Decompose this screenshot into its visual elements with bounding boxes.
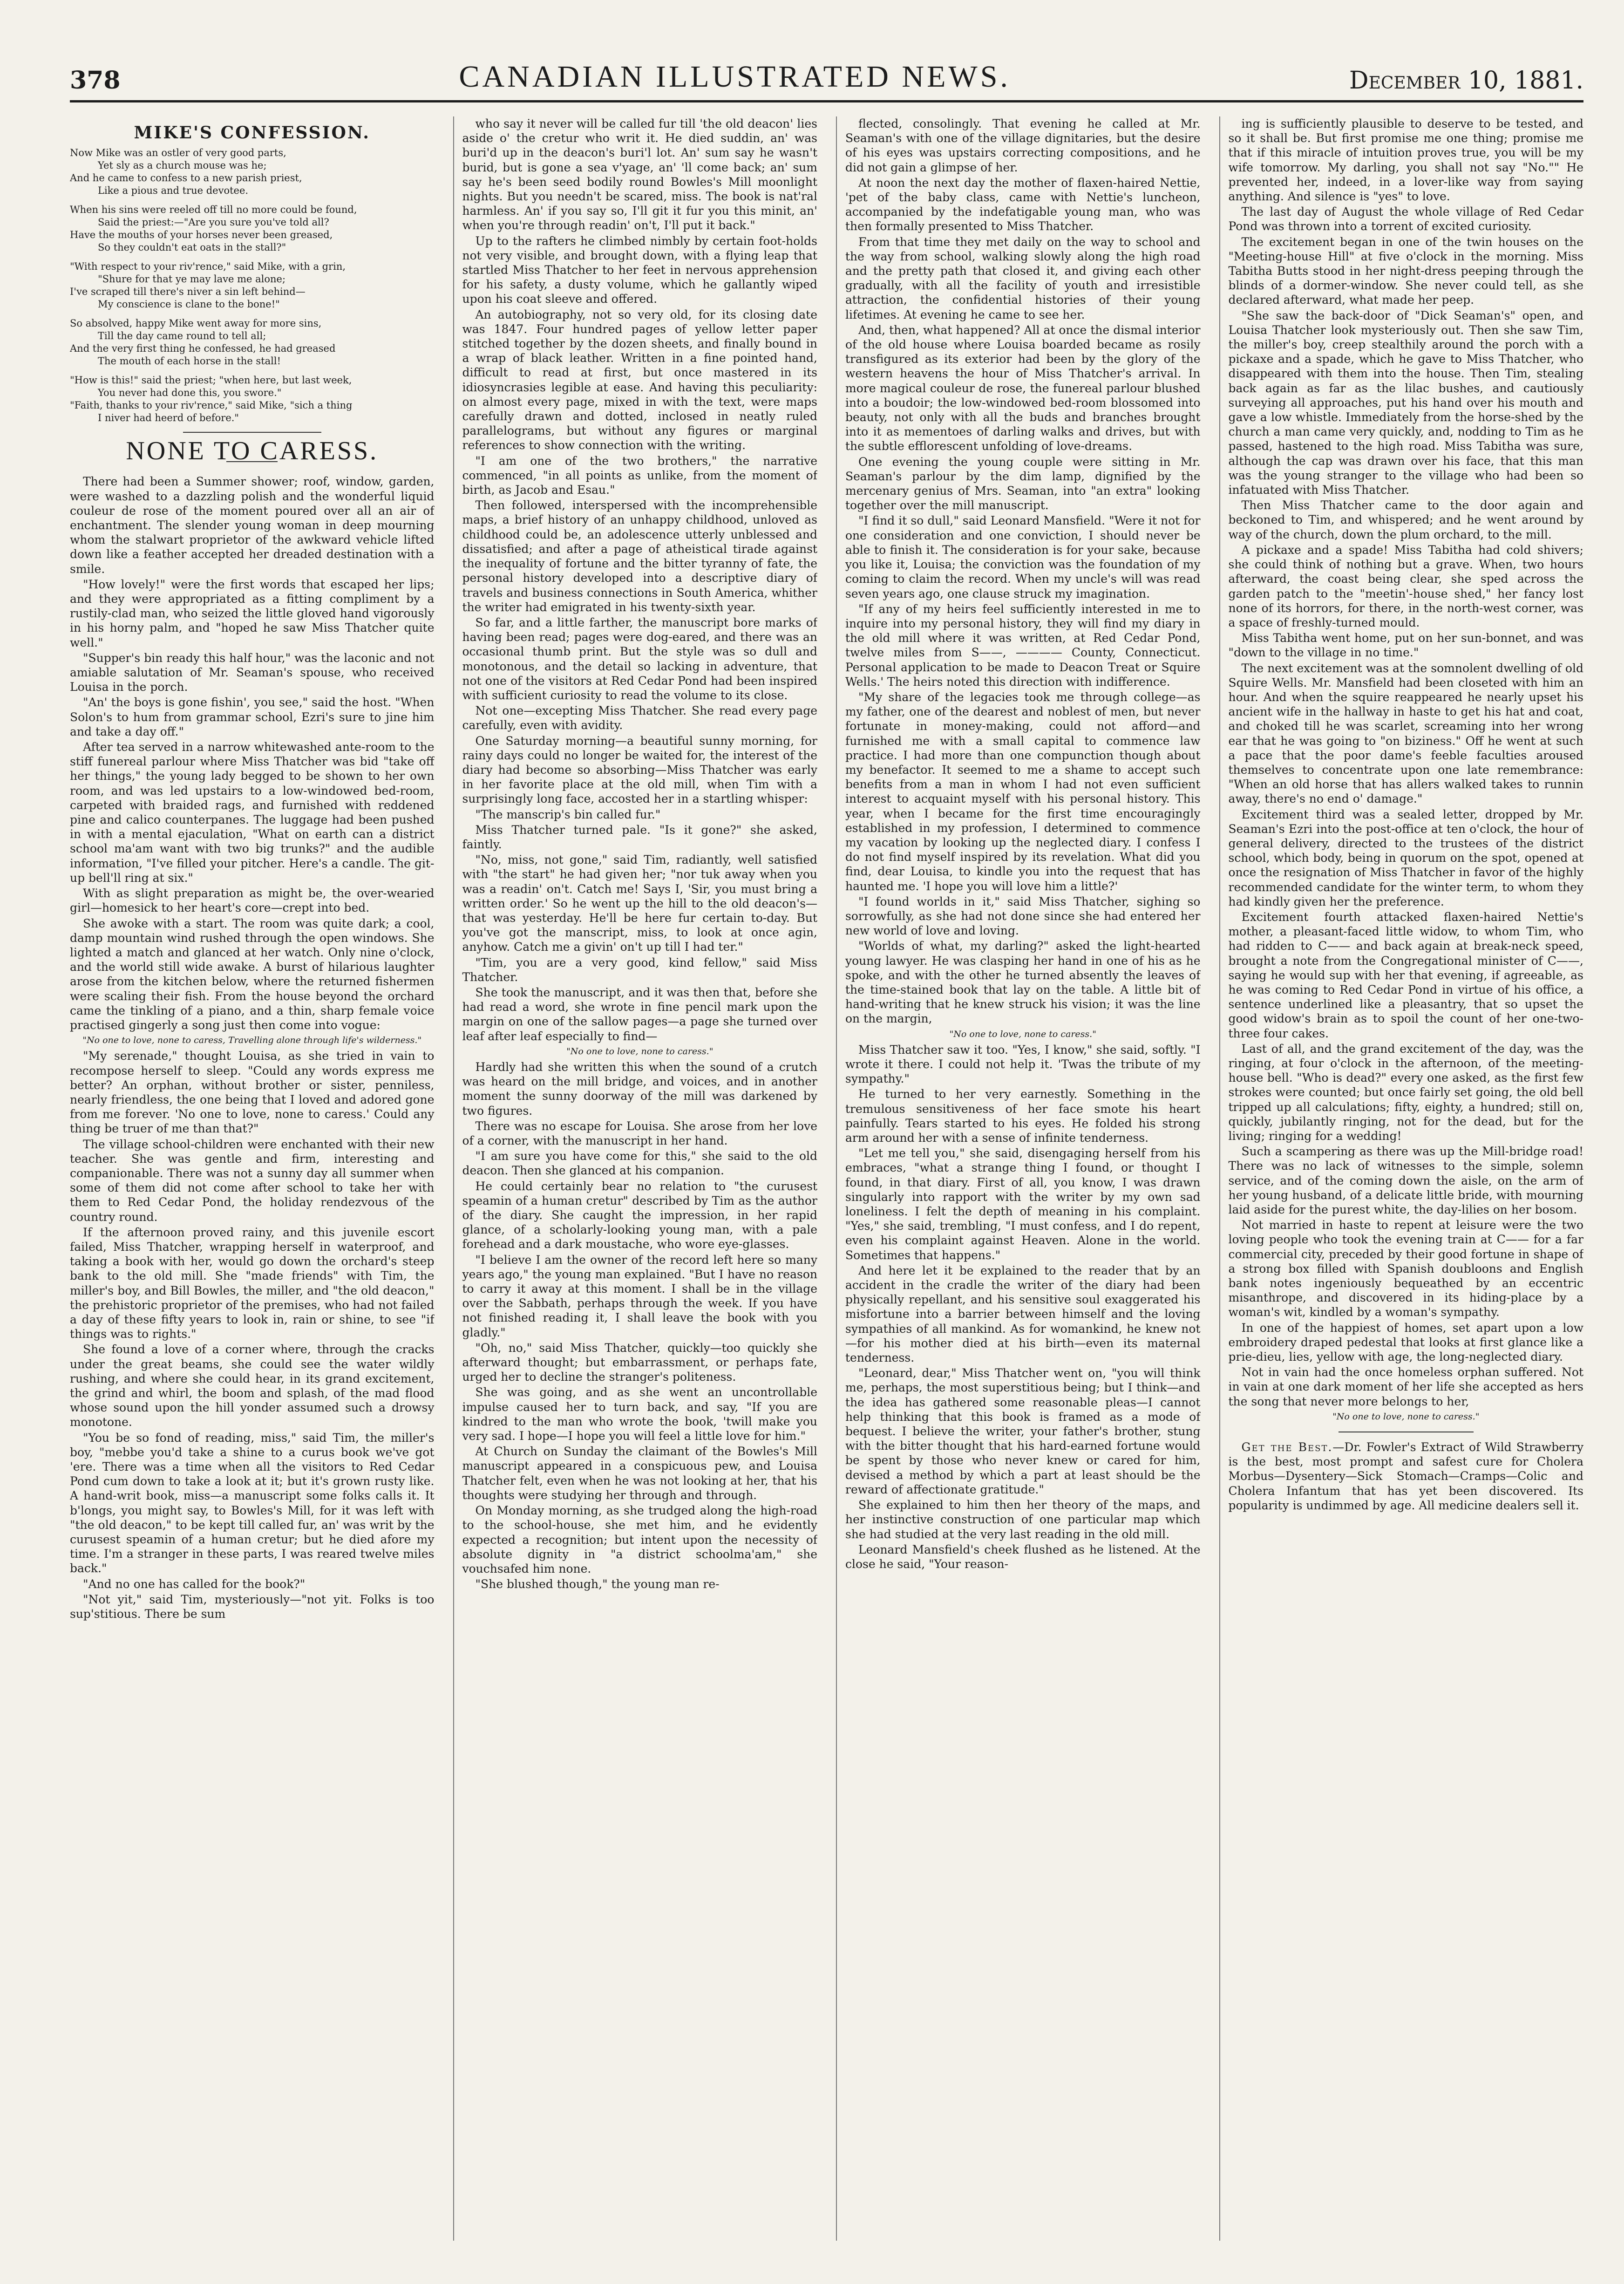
refrain-quote: "No one to love, none to caress." (949, 1029, 1096, 1039)
story-paragraph: "Leonard, dear," Miss Thatcher went on, "you will think me, perhaps, the most superstitious being; but I think—and the idea has gathered some reasonable pleas—I cannot help thinking that this book is framed as a mode of bequest. I believe the writer, your father's brother, stung with the bitter thought that his hard-earned fortune would be spent by those who never knew or cared for him, devised a method by which a part at least should be the reward of affectionate gratitude." (845, 1366, 1201, 1496)
refrain-quote: "No one to love, none to caress." (1332, 1411, 1480, 1422)
story-paragraph: "No, miss, not gone," said Tim, radiantly, well satisfied with "the start" he had given her; "nor tuk away when you was a readin' on't. Catch me! Says I, 'Sir, you must bring a written order.' So he went up the hill to the old deacon's—that was yesterday. He'll be here fur certain to-day. But you've got the manscript, miss, to look at once agin, anyhow. Catch me a givin' on't up till I had ter." (462, 853, 817, 954)
poem-title: MIKE'S CONFESSION. (134, 123, 370, 143)
story-paragraph: Not one—excepting Miss Thatcher. She read every page carefully, even with avidity. (462, 704, 817, 732)
story-paragraph: An autobiography, not so very old, for its closing date was 1847. Four hundred pages of yellow letter paper stitched together by the dozen sheets, and finally bound in a wrap of black leather. Written in a fine pointed hand, difficult to read at first, but once mastered in its idiosyncrasies legible at ease. And having this peculiarity: on almost every page, mixed in with the text, were maps carefully drawn and dotted, inclosed in neatly ruled parallelograms, but without any figures or marginal references to show connection with the writing. (462, 307, 817, 452)
poem-stanza (70, 374, 435, 424)
poem-line: My conscience is clane to the bone!" (98, 299, 280, 310)
story-paragraph: "Supper's bin ready this half hour," was the laconic and not amiable salutation of Mr. Seaman's spouse, who received Louisa in the porch. (70, 651, 435, 694)
story-paragraph: Miss Tabitha went home, put on her sun-bonnet, and was "down to the village in no time." (1228, 631, 1583, 660)
poem-stanza (70, 204, 435, 254)
story-paragraph: Last of all, and the grand excitement of the day, was the ringing, at four o'clock in the afternoon, of the meeting-house bell. "Who is dead?" every one asked, as the first few strokes were counted; but once fairly set going, the old bell tripped up all calculations; fifty, eighty, a hundred; still on, quickly, jubilantly ringing, not for the dead, but for the living; ringing for a wedding! (1228, 1042, 1583, 1143)
poem-line: And he came to confess to a new parish priest, (70, 172, 302, 184)
story-paragraph: She found a love of a corner where, through the cracks under the great beams, she could see the water wildly rushing, and where she could hear, in its grand excitement, the grind and whirl, the boom and splash, of the mad flood whose sound upon the hill yonder assumed such a drowsy monotone. (70, 1343, 435, 1429)
poem-line: "Faith, thanks to your riv'rence," said Mike, "sich a thing (70, 400, 353, 411)
story-paragraph: Such a scampering as there was up the Mill-bridge road! There was no lack of witnesses to the simple, solemn service, and of the coming down the aisle, on the arm of her young husband, of a delicate little bride, with mourning laid aside for the purest white, the day-lilies on her bosom. (1228, 1145, 1583, 1217)
story-paragraph: Then followed, interspersed with the incomprehensible maps, a brief history of an unhappy childhood, unloved as childhood could be, an adolescence utterly unblessed and dissatisfied; and after a page of atheistical tirade against the inequality of fortune and the bitter tyranny of fate, the personal history developed into a descriptive diary of travels and business connections in South America, whither the writer had emigrated in his twenty-sixth year. (462, 498, 817, 614)
story-paragraph: Miss Thatcher turned pale. "Is it gone?" she asked, faintly. (462, 823, 817, 851)
poem-line: Yet sly as a church mouse was he; (98, 160, 267, 171)
story-paragraph: From that time they met daily on the way to school and the way from school, walking slowly along the high road and the pretty path that closed it, and giving each other gradually, with all the facility of youth and irresistible attraction, the confidential histories of their young lifetimes. At evening he came to see her. (845, 235, 1201, 321)
story-paragraph: "She blushed though," the young man re- (475, 1577, 720, 1591)
story-paragraph: The last day of August the whole village of Red Cedar Pond was thrown into a torrent of excited curiosity. (1228, 205, 1583, 233)
poem-line: "How is this!" said the priest; "when here, but last week, (70, 375, 352, 386)
story-paragraph: After tea served in a narrow whitewashed ante-room to the stiff funereal parlour where Miss Thatcher was bid "take off her things," the young lady begged to be shown to her own room, and was led upstairs to a low-windowed bed-room, carpeted with braided rags, and furnished with reddened pine and calico counterpanes. The luggage had been pushed in with a mental ejaculation, "What on earth can a district school ma'am want with two big trunks?" and the audible information, "I've filled your pitcher. Here's a candle. The git-up bell'll ring at six." (70, 740, 435, 885)
story-paragraph: ing is sufficiently plausible to deserve to be tested, and so it shall be. But first promise me one thing; promise me that if this miracle of intuition proves true, you will be my wife tomorrow. My darling, you shall not say "No."" He prevented her, indeed, in a lover-like way from saying anything. And silence is "yes" to love. (1228, 117, 1583, 204)
story-paragraph: "You be so fond of reading, miss," said Tim, the miller's boy, "mebbe you'd take a shine to a curus book we've got 'ere. There was a time when all the visitors to Red Cedar Pond cum down to take a look at it; but it's grown rusty like. A hand-writ book, miss—a manuscript some folks calls it. It b'longs, you might say, to Bowles's Mill, for it was left with "the old deacon," to be kept till called fur, an' was writ by the curusest speamin of a human cretur; but he died afore my time. I'm a stranger in these parts, I was reared twelve miles back." (70, 1431, 435, 1575)
story-paragraph: "My serenade," thought Louisa, as she tried in vain to recompose herself to sleep. "Could any words express me better? An orphan, without brother or sister, penniless, nearly friendless, the one being that I loved and adored gone from me forever. 'No one to love, none to caress.' Could any thing be truer of me than that?" (70, 1049, 435, 1136)
poem-body (70, 147, 435, 424)
poem-line: "Shure for that ye may lave me alone; (98, 273, 286, 285)
story-paragraph: Up to the rafters he climbed nimbly by certain foot-holds not very visible, and brought down, with a flying leap that startled Miss Thatcher to her feet in nervous apprehension for his safety, a dusty volume, which he gallantly wiped upon his coat sleeve and offered. (462, 234, 817, 306)
story-paragraph: So far, and a little farther, the manuscript bore marks of having been read; pages were dog-eared, and there was an occasional thumb print. But the style was so dull and monotonous, and the detail so lacking in adventure, that not one of the visitors at Red Cedar Pond had been inspired with sufficient curiosity to read the volume to its close. (462, 615, 817, 702)
story-paragraph: "I found worlds in it," said Miss Thatcher, sighing so sorrowfully, as she had not done since she had entered her new world of love and loving. (845, 894, 1201, 938)
story-paragraph: With as slight preparation as might be, the over-wearied girl—homesick to her heart's core—crept into bed. (70, 886, 435, 915)
story-paragraph: Not married in haste to repent at leisure were the two loving people who took the evening train at C—— for a far commercial city, preceded by their good fortune in shape of a strong box filled with Spanish doubloons and English bank notes ingeniously bequeathed by an eccentric misanthrope, and discovered in its hiding-place by a woman's wit, kindled by a woman's sympathy. (1228, 1218, 1583, 1319)
poem-stanza (70, 147, 435, 197)
story-paragraph: One evening the young couple were sitting in Mr. Seaman's parlour by the dim lamp, dignified by the mercenary genius of Mrs. Seaman, into "an extra" looking together over the mill manuscript. (845, 455, 1201, 512)
story-paragraph: There was no escape for Louisa. She arose from her love of a corner, with the manuscript in her hand. (462, 1119, 817, 1148)
column-3 (836, 116, 1201, 2241)
story-paragraph: flected, consolingly. That evening he called at Mr. Seaman's with one of the village dignitaries, but the desire of his eyes was upstairs correcting compositions, and he did not gain a glimpse of her. (845, 117, 1201, 174)
story-paragraph: "Worlds of what, my darling?" asked the light-hearted young lawyer. He was clasping her hand in one of his as he spoke, and with the other he turned absently the leaves of the time-stained book that lay on the table. A little bit of hand-writing that he knew struck his vision; it was the line on the margin, (845, 939, 1201, 1026)
poem-line: Said the priest:—"Are you sure you've told all? (98, 217, 329, 228)
column-4 (1219, 116, 1584, 2241)
story-paragraph: She took the manuscript, and it was then that, before she had read a word, she wrote in fine pencil mark upon the margin on one of the sallow pages—a page she turned over leaf after leaf especially to find— (462, 985, 817, 1043)
story-paragraph: Miss Thatcher saw it too. "Yes, I know," she said, softly. "I wrote it there. I could not help it. 'Twas the tribute of my sympathy." (845, 1043, 1201, 1086)
poem-line: So absolved, happy Mike went away for more sins, (70, 318, 322, 329)
story-text (462, 116, 818, 1591)
poem-line: You never had done this, you swore." (98, 387, 282, 399)
story-paragraph: She explained to him then her theory of the maps, and her instinctive construction of one particular map which she had studied at the very last reading in the old mill. (845, 1498, 1201, 1541)
story-paragraph: The next excitement was at the somnolent dwelling of old Squire Wells. Mr. Mansfield had been closeted with him an hour. And when the squire reappeared he nearly upset his ancient wife in the hallway in haste to get his hat and coat, and choked till he was scarlet, screaming into her wrong ear that he was going to "on biziness." Off he went at such a pace that the poor dame's feeble faculties aroused themselves to concentrate upon one late remembrance: "When an old horse that has allers walked takes to runnin away, there's no end o' damage." (1228, 661, 1583, 806)
refrain-quote: "No one to love, none to caress, Travelling alone through life's wilderness." (82, 1035, 422, 1046)
story-paragraph: He could certainly bear no relation to "the curusest speamin of a human cretur" described by Tim as the author of the diary. She caught the impression, in her rapid glance, of a scholarly-looking young man, with a pale forehead and a dark moustache, who wore eye-glasses. (462, 1179, 817, 1251)
poem-line: When his sins were reeled off till no more could be found, (70, 204, 357, 216)
advertisement-text: —Dr. Fowler's Extract of Wild Strawberry is the best, most prompt and safest cure for Cholera Morbus—Dysentery—Sick Stomach—Cramps—Colic and Cholera Infantum that has yet been discovered. Its popularity is undimmed by age. All medicine dealers sell it. (1228, 1440, 1583, 1512)
story-paragraph: "How lovely!" were the first words that escaped her lips; and they were appropriated as a fitting compliment by a rustily-clad man, who seized the little gloved hand vigorously in his horny palm, and "hoped he saw Miss Thatcher quite well." (70, 577, 435, 649)
poem-line: I've scraped till there's niver a sin left behind— (70, 286, 306, 298)
poem-stanza (70, 317, 435, 368)
story-paragraph: "I find it so dull," said Leonard Mansfield. "Were it not for one consideration and one conviction, I should never be able to finish it. The consideration is for your sake, because you like it, Louisa; the conviction was the foundation of my coming to claim the record. When my uncle's will was read seven years ago, one clause struck my imagination. (845, 514, 1201, 600)
story-paragraph: If the afternoon proved rainy, and this juvenile escort failed, Miss Thatcher, wrapping herself in waterproof, and taking a book with her, would go down the orchard's steep bank to the old mill. She "made friends" with Tim, the miller's boy, and Bill Bowles, the miller, and "the old deacon," the prehistoric proprietor of the premises, who had not failed a day of these fifty years to look in, rain or shine, to see "if things was to rights." (70, 1225, 435, 1341)
page-number: 378 (70, 66, 121, 95)
story-paragraph: She was going, and as she went an uncontrollable impulse caused her to turn back, and say, "If you are kindred to the man who wrote the book, 'twill make you very sad. I hope—I hope you will feel a little love for him." (462, 1385, 817, 1443)
advertisement-heading: Get the Best. (1241, 1440, 1333, 1454)
story-title: NONE TO CARESS. (126, 436, 379, 466)
story-paragraph: He turned to her very earnestly. Something in the tremulous sensitiveness of her face smote his heart painfully. Tears started to his eyes. He folded his strong arm around her with a sense of infinite tenderness. (845, 1087, 1201, 1145)
poem-line: So they couldn't eat oats in the stall?" (98, 242, 286, 253)
story-paragraph: "I am one of the two brothers," the narrative commenced, "in all points as unlike, from the moment of birth, as Jacob and Esau." (462, 454, 817, 497)
story-paragraph: "I believe I am the owner of the record left here so many years ago," the young man explained. "But I have no reason to carry it away at this moment. I shall be in the village over the Sabbath, perhaps through the week. If you have not finished reading it, I shall leave the book with you gladly." (462, 1253, 817, 1339)
story-paragraph: Not in vain had the once homeless orphan suffered. Not in vain at one dark moment of her life she accepted as hers the song that never more belongs to her, (1228, 1365, 1583, 1408)
poem-line: Like a pious and true devotee. (98, 185, 249, 197)
poem-line: The mouth of each horse in the stall! (98, 355, 281, 367)
story-paragraph: "And no one has called for the book?" (83, 1577, 306, 1591)
newspaper-title: CANADIAN ILLUSTRATED NEWS. (459, 61, 1011, 94)
poem-line: Now Mike was an ostler of very good parts, (70, 147, 286, 159)
story-paragraph: Excitement third was a sealed letter, dropped by Mr. Seaman's Ezri into the post-office at ten o'clock, the hour of general delivery, directed to the trustees of the district school, which body, being in quorum on the spot, opened at once the resignation of Miss Thatcher in favor of the highly recommended candidate for the winter term, to whom they had kindly given her the preference. (1228, 807, 1583, 908)
newspaper-page (70, 61, 1583, 2241)
poem-line: And the very first thing he confessed, he had greased (70, 343, 336, 355)
masthead (70, 61, 1583, 102)
story-paragraph: "The manscrip's bin called fur." (475, 807, 661, 821)
story-paragraph: "Oh, no," said Miss Thatcher, quickly—too quickly she afterward thought; but embarrassment, or perhaps fate, urged her to decline the stranger's politeness. (462, 1341, 817, 1384)
divider (183, 432, 321, 433)
issue-date: December 10, 1881. (1349, 67, 1583, 95)
story-paragraph: At noon the next day the mother of flaxen-haired Nettie, 'pet of the baby class, came with Nettie's luncheon, accompanied by the indefatigable young man, who was then formally presented to Miss Thatcher. (845, 176, 1201, 233)
story-paragraph: "If any of my heirs feel sufficiently interested in me to inquire into my personal history, they will find my diary in the old mill where it was written, at Red Cedar Pond, twelve miles from S——, ———— County, Connecticut. Personal application to be made to Deacon Treat or Squire Wells.' The heirs noted this direction with indifference. (845, 602, 1201, 689)
story-text (70, 474, 435, 1621)
story-paragraph: Hardly had she written this when the sound of a crutch was heard on the mill bridge, and voices, and in another moment the sunny doorway of the mill was darkened by two figures. (462, 1060, 817, 1118)
poem-line: Till the day came round to tell all; (98, 330, 266, 342)
poem-line: "With respect to your riv'rence," said Mike, with a grin, (70, 261, 346, 273)
story-paragraph: And here let it be explained to the reader that by an accident in the cradle the writer of the diary had been physically repellant, and his sensitive soul exaggerated his misfortune into a barrier between himself and the loving sympathies of all mankind. As for womankind, he knew not—for his mother died at his birth—even its maternal tenderness. (845, 1263, 1201, 1365)
story-paragraph: At Church on Sunday the claimant of the Bowles's Mill manuscript appeared in a conspicuous pew, and Louisa Thatcher felt, even when he was not looking at her, that his thoughts were studying her through and through. (462, 1445, 817, 1502)
story-paragraph: And, then, what happened? All at once the dismal interior of the old house where Louisa boarded became as rosily transfigured as its exterior had been by the glory of the western heavens the hour of Miss Thatcher's arrival. In more magical couleur de rose, the funereal parlour blushed into a boudoir; the low-windowed bed-room blossomed into beauty, not only with all the buds and branches brought into it as mementoes of darling walks and drives, but with the subtle efflorescent unfolding of love-dreams. (845, 323, 1201, 453)
story-paragraph: who say it never will be called fur till 'the old deacon' lies aside o' the cretur who writ it. He died suddin, an' was buri'd up in the deacon's buri'l lot. An' sum say he wasn't burid, but is gone a sea v'yage, an' 'll come back; an' sum say he's been seed bodily round Bowles's Mill moonlight nights. But you needn't be scared, miss. The book is nat'ral harmless. An' if you say so, I'll git it fur you this minit, an' when you're through readin' on't, I'll put it back." (462, 117, 817, 232)
story-paragraph: "Tim, you are a very good, kind fellow," said Miss Thatcher. (462, 955, 817, 984)
story-paragraph: On Monday morning, as she trudged along the high-road to the school-house, she met him, and he evidently expected a recognition; but intent upon the necessity of absolute dignity in "a district schoolma'am," she vouchsafed him none. (462, 1504, 817, 1575)
story-paragraph: "I am sure you have come for this," she said to the old deacon. Then she glanced at his companion. (462, 1149, 817, 1178)
story-paragraph: She awoke with a start. The room was quite dark; a cool, damp mountain wind rushed through the open windows. She lighted a match and glanced at her watch. Only nine o'clock, and the world still wide awake. A burst of hilarious laughter arose from the kitchen below, where the returned fishermen were scaling their fish. From the house beyond the orchard came the tinkling of a piano, and a thin, sharp female voice practised gingerly a song just then come into vogue: (70, 916, 435, 1032)
story-paragraph: "Let me tell you," she said, disengaging herself from his embraces, "what a strange thing I found, or thought I found, in that diary. First of all, you know, I was drawn singularly into rapport with the writer by my own sad loneliness. I felt the depth of meaning in his complaint. "Yes," she said, trembling, "I must confess, and I do repent, even his complaint against Heaven. Alone in the world. Sometimes that happens." (845, 1146, 1201, 1262)
story-paragraph: "She saw the back-door of "Dick Seaman's" open, and Louisa Thatcher look mysteriously out. Then she saw Tim, the miller's boy, creep stealthily around the porch with a pickaxe and a spade, which he gave to Miss Thatcher, who disappeared with them into the house. Then Tim, stealing back again as far as the lilac bushes, and cautiously surveying all approaches, put his hand over his mouth and gave a low whistle. Immediately from the horse-shed by the church a man came very quickly, and, nodding to Tim as he passed, hastened to the high road. Miss Tabitha was sure, although the cap was drawn over his face, that this man was the young stranger to the village who had been so infatuated with Miss Thatcher. (1228, 308, 1583, 497)
story-text (845, 116, 1201, 1571)
column-1 (70, 116, 435, 2241)
poem-stanza (70, 260, 435, 311)
story-paragraph: The village school-children were enchanted with their new teacher. She was gentle and firm, interesting and companionable. There was not a sunny day all summer when some of them did not come after school to take her with them to Red Cedar Pond, the holiday rendezvous of the country round. (70, 1137, 435, 1224)
story-paragraph: "An' the boys is gone fishin', you see," said the host. "When Solon's to hum from grammar school, Ezri's sure to jine him and take a day off." (70, 695, 435, 738)
article-columns (70, 116, 1583, 2241)
story-paragraph: Then Miss Thatcher came to the door again and beckoned to Tim, and whispered; and he went around by way of the church, down the plum orchard, to the mill. (1228, 498, 1583, 541)
poem-line: I niver had heerd of before." (98, 412, 239, 424)
story-paragraph: Excitement fourth attacked flaxen-haired Nettie's mother, a pleasant-faced little widow, to whom Tim, who had ridden to C—— and back again at break-neck speed, brought a note from the Congregational minister of C——, saying he would sup with her that evening, if agreeable, as he was coming to Red Cedar Pond in virtue of his office, a sentence underlined like a pleasantry, that so upset the good widow's brain as to spoil the count of her one-two-three four cakes. (1228, 910, 1583, 1040)
story-text (1229, 116, 1584, 1409)
story-paragraph: "My share of the legacies took me through college—as my father, one of the dearest and noblest of men, but never fortunate in money-making, could not afford—and furnished me with a small capital to commence law practice. I had more than one compunction though about my benefactor. It seemed to me a shame to accept such benefits from a man in whom I had not even sufficient interest to acquaint myself with his personal history. This year, when I became for the first time encouragingly established in my profession, I determined to commence my vacation by looking up the neglected diary. I confess I do not find myself inspired by its revelation. What did you find, dear Louisa, to kindle you into the request that has haunted me. 'I hope you will love him a little?' (845, 690, 1201, 893)
story-paragraph: One Saturday morning—a beautiful sunny morning, for rainy days could no longer be waited for, the interest of the diary had become so absorbing—Miss Thatcher was early in her favorite place at the old mill, when Tim with a surprisingly long face, accosted her in a startling whisper: (462, 734, 817, 806)
story-paragraph: In one of the happiest of homes, set apart upon a low embroidery draped pedestal that looks at first glance like a prie-dieu, lies, yellow with age, the long-neglected diary. (1228, 1321, 1583, 1364)
story-paragraph: "Not yit," said Tim, mysteriously—"not yit. Folks is too sup'stitious. There be sum (70, 1592, 435, 1621)
story-paragraph: Leonard Mansfield's cheek flushed as he listened. At the close he said, "Your reason- (845, 1542, 1201, 1571)
refrain-quote: "No one to love, none to caress." (566, 1046, 713, 1057)
poem-line: Have the mouths of your horses never been greased, (70, 229, 333, 241)
story-paragraph: The excitement began in one of the twin houses on the "Meeting-house Hill" at five o'clock in the morning. Miss Tabitha Butts stood in her night-dress peeping through the blinds of a dormer-window. She never could tell, as she declared afterward, what made her peep. (1228, 235, 1583, 307)
story-paragraph: A pickaxe and a spade! Miss Tabitha had cold shivers; she could think of nothing but a grave. When, two hours afterward, the coast being clear, she sped across the garden patch to the "meetin'-house shed," her fancy lost none of its horrors, for there, in the north-west corner, was a space of freshly-turned mould. (1228, 543, 1583, 629)
column-2 (453, 116, 818, 2241)
advertisement (1229, 1440, 1584, 1513)
story-paragraph: There had been a Summer shower; roof, window, garden, were washed to a dazzling polish and the wonderful liquid couleur de rose of the moment poured over all an air of enchantment. The slender young woman in deep mourning whom the stalwart proprietor of the awkward vehicle lifted down like a feather accepted her dreaded destination with a smile. (70, 475, 435, 576)
